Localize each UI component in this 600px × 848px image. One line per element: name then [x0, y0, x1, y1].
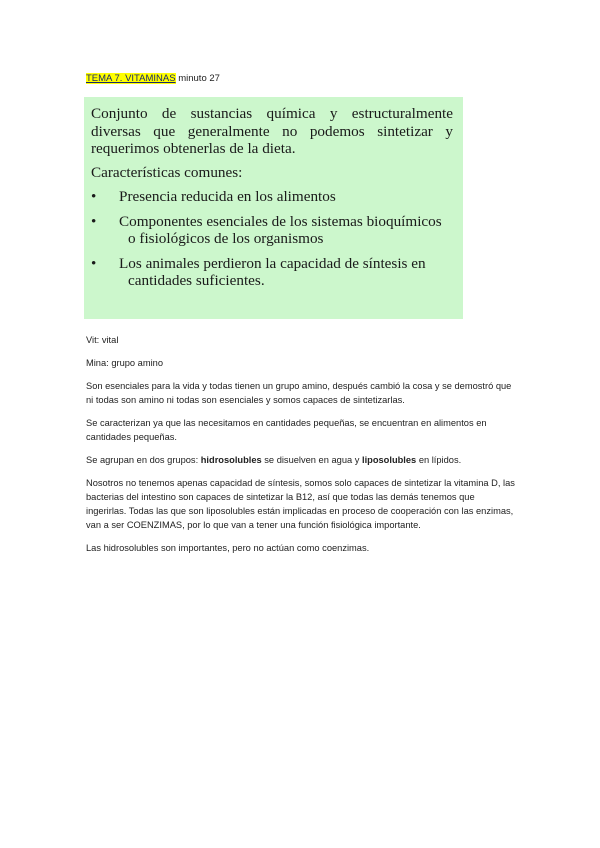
- groups-text-e: en lípidos.: [416, 455, 462, 465]
- bullet-icon: •: [91, 212, 97, 230]
- page-heading: [86, 73, 220, 85]
- slide-bullet-item: [91, 213, 453, 248]
- term-hidrosolubles: hidrosolubles: [200, 455, 262, 465]
- groups-text-a: Se agrupan en dos grupos:: [86, 455, 201, 465]
- slide-bullet-item: [91, 188, 453, 206]
- bullet-icon: •: [91, 254, 97, 272]
- note-paragraph: Las hidrosolubles son importantes, pero no actúan como coenzimas.: [86, 543, 370, 553]
- slide-image: [84, 97, 463, 319]
- groups-text-c: se disuelven en agua y: [261, 455, 362, 465]
- bullet-text: Componentes esenciales de los sistemas bioquímicos: [119, 212, 442, 230]
- slide-bullet-list: [91, 188, 453, 290]
- bullet-text-continuation: o fisiológicos de los organismos: [128, 230, 324, 247]
- heading-rest: minuto 27: [175, 73, 220, 84]
- bullet-icon: •: [91, 188, 97, 205]
- note-paragraph: Mina: grupo amino: [86, 358, 163, 368]
- note-paragraph: Se caracterizan ya que las necesitamos en cantidades pequeñas, se encuentran en alimentos en cantidades pequeñas.: [86, 418, 487, 442]
- bullet-text: Los animales perdieron la capacidad de síntesis en: [119, 254, 426, 272]
- bullet-text: Presencia reducida en los alimentos: [119, 188, 336, 205]
- slide-bullet-item: [91, 255, 453, 290]
- note-paragraph: Vit: vital: [86, 335, 119, 345]
- term-liposolubles: liposolubles: [361, 455, 417, 465]
- note-paragraph: Son esenciales para la vida y todas tienen un grupo amino, después cambió la cosa y se demostró que ni todas son amino ni todas son esenciales y somos capaces de sintetizarlas.: [86, 381, 512, 405]
- heading-highlight: TEMA 7. VITAMINAS: [86, 73, 176, 84]
- bullet-text-continuation: cantidades suficientes.: [128, 272, 265, 289]
- notes-body: [86, 333, 516, 564]
- note-paragraph-groups: [86, 453, 516, 467]
- note-paragraph: Nosotros no tenemos apenas capacidad de síntesis, somos solo capaces de sintetizar la vitamina D, las bacterias del intestino son capaces de sintetizar la B12, así que todas las demás tenemos que ingerirlas. Todas las que son liposolubles están implicadas en proceso de cooperación con las enzimas, van a ser COENZIMAS, por lo que van a tener una función fisiológica importante.: [86, 478, 515, 530]
- slide-intro: Conjunto de sustancias química y estructuralmente diversas que generalmente no podemos sintetizar y requerimos obtenerlas de la dieta.: [91, 105, 453, 157]
- slide-subtitle: Características comunes:: [91, 163, 243, 181]
